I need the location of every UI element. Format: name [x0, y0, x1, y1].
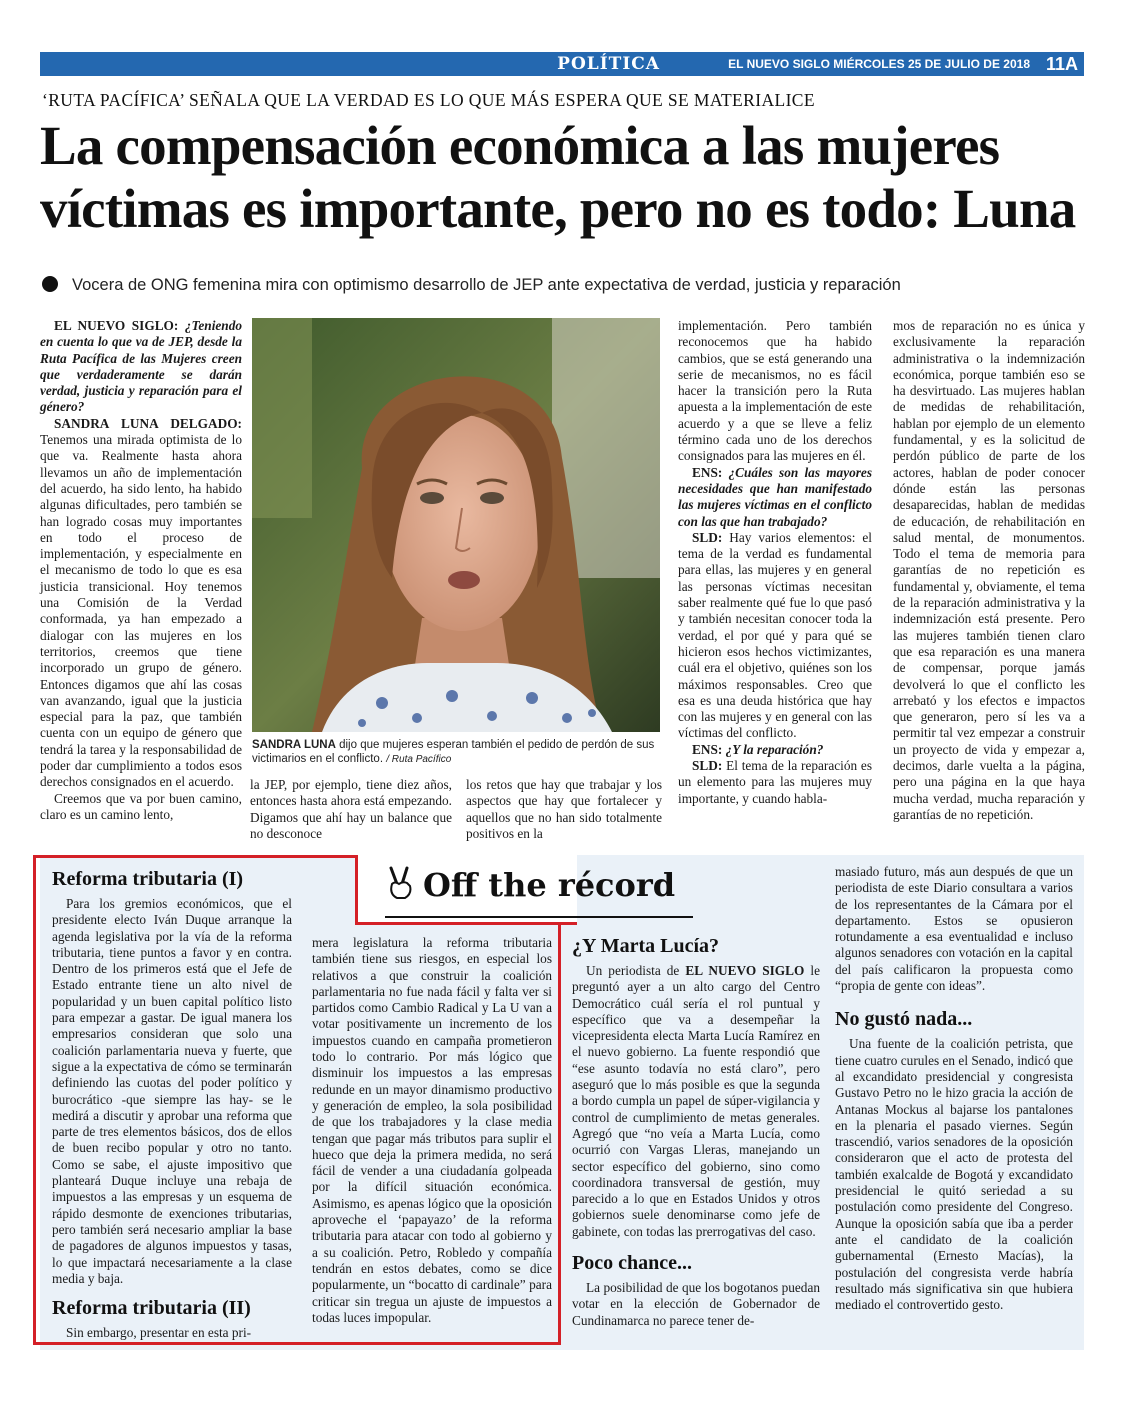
article-column-1 [40, 318, 242, 823]
off-the-record-title-text: Off the récord [423, 866, 676, 904]
item-title: Reforma tributaria (I) [52, 868, 244, 890]
column-text: la JEP, por ejemplo, tiene diez años, entonces hasta ahora está empezando. Digamos que ahí hay un balance que no desconoce [250, 777, 452, 841]
column-text: mos de reparación no es única y exclusivamente la reparación administrativa o la indemnización económica, porque también eso se ha desvirtuado. Las mujeres hablan de medidas de rehabilitación, hablan por ejemplo de un elemento fundamental, y es la solicitud de perdón público de parte de los actores, hablan de poder conocer dónde están las personas desaparecidas, hablan de medidas de educación, de rehabilitación en salud mental, de monumentos. Todo el tema de memoria para garantías de no repetición es fundamental y, obviamente, el tema de la reparación administrativa y la indemnización está presente. Pero las mujeres también tienen claro que esa reparación es una manera de compensar, porque jamás devolverá lo que el conflicto les arrebató y los efectos e impactos que generaron, pero sí les va a permitir tal vez empezar a construir un proyecto de vida y empezar a, decimos, darle vuelta a la página, pero una página en la que haya mucha verdad, mucha reparación y garantías de no repetición. [893, 318, 1085, 822]
column-text: los retos que hay que trabajar y los aspectos que hay que fortalecer y aquellos que no han sido totalmente positivos en la [466, 777, 662, 841]
otr-column-4 [835, 864, 1073, 1313]
item-text-continued: mera legislatura la reforma tributaria también tiene sus riesgos, en especial los relativos a que construir la coalición parlamentaria no fue nada fácil y falta ver si partidos como Cambio Radical y La U van a votar positivamente un incremento de los impuestos cuando en campaña prometieron todo lo contrario. Por más lógico que disminuir los impuestos a las empresas redunde en un mayor dinamismo productivo y generación de empleo, la sola posibilidad de que los trabajadores y la clase media tengan que pagar más tributos para suplir el hueco que deja la primera medida, no será fácil de vender a una ciudadanía golpeada por la difícil situación económica. Asimismo, es apenas lógico que la oposición aproveche el ‘papayazo’ de la reforma tributaria para atacar con todo al gobierno y a su coalición. Petro, Robledo y compañía tendrán en estos debates, como se dice popularmente, un “bocatto di cardinale” para criticar sin tregua un ajuste de impuestos a todas luces impopular. [312, 935, 552, 1325]
caption-text: dijo que mujeres esperan también el pedido de perdón de sus victimarios en el conflicto. [252, 739, 655, 765]
photo-credit: / Ruta Pacífico [386, 754, 452, 765]
question-text: ¿Y la reparación? [725, 741, 824, 757]
section-header-bar [40, 52, 1084, 76]
column-text: implementación. Pero también reconocemos que ha habido cambios, que se está generando una serie de mecanismos, no es fácil hacer la transición pero la Ruta apuesta a la implementación de este acuerdo y a que se lleve a feliz término cada uno de los derechos consignados para las mujeres en él. [678, 318, 872, 464]
item-text-continued: masiado futuro, más aun después de que un periodista de este Diario consultara a varios de los representantes de la Cámara por el departamento. Estos se opusieron rotundamente a esa eventualidad e incluso algunos senadores con votación en la capital del país calificaron la propuesta como “propia de gente con ideas”. [835, 864, 1073, 994]
item-text: Una fuente de la coalición petrista, que tiene cuatro curules en el Senado, indicó que al excandidato presidencial y congresista Gustavo Petro no le hizo gracia la acción de Antanas Mockus al bajarse los pantalones en la plenaria el pasado viernes. Según trascendió, varios senadores de la oposición consideraron que el acto de protesta del también exalcalde de Bogotá y excandidato presidencial le quitó seriedad a su postulación como presidente del Congreso. Aunque la oposición sabía que iba a perder ante el candidato de la coalición gubernamental (Ernesto Macías), la postulación del congresista verde habría resultado más significativa sin que hubiera mediado el controvertido gesto. [835, 1036, 1073, 1313]
article-column-2 [250, 777, 452, 842]
item-text: La posibilidad de que los bogotanos puedan votar en la elección de Gobernador de Cundinamarca no parece tener de- [572, 1280, 820, 1328]
bullet-icon [42, 276, 58, 292]
answer-speaker: SANDRA LUNA DELGADO: [54, 415, 242, 431]
victory-hand-icon [385, 866, 415, 900]
article-headline: La compensación económica a las mujeres víctimas es importante, pero no es todo: Luna [40, 115, 1076, 239]
title-underline [385, 916, 693, 918]
article-column-4 [678, 318, 872, 807]
item-title: Reforma tributaria (II) [52, 1297, 251, 1320]
item-text: le preguntó ayer a un alto cargo del Centro Democrático cuál sería el rol puntual y específico que va a desempeñar la vicepresidenta electa Marta Lucía Ramírez en el nuevo gobierno. La fuente respondió que “ese asunto todavía no está claro”, pero aseguró que lo más posible es que la segunda a bordo cumpla un papel de súper-vigilancia y control de cumplimiento de metas generales. Agregó que “no veía a Marta Lucía, como ocurrió con Vargas Lleras, manejando un sector específico del gobierno, sino como coordinadora transversal de gestión, muy parecido a lo que en Estados Unidos y otros gobiernos suele denominarse como jefe de gabinete, con todas las prerrogativas del caso. [572, 963, 820, 1239]
item-text: Sin embargo, presentar en esta pri- [66, 1325, 252, 1341]
publication-mention: EL NUEVO SIGLO [685, 963, 805, 978]
otr-column-1 [52, 868, 292, 1341]
answer-text-continued: Creemos que va por buen camino, claro es un camino lento, [40, 790, 242, 822]
item-text: Un periodista de [586, 963, 680, 978]
question-speaker: ENS: [692, 741, 723, 757]
question-speaker: ENS: [692, 464, 723, 480]
answer-speaker: SLD: [692, 529, 723, 545]
otr-column-3 [572, 935, 820, 1329]
answer-text: El tema de la reparación es un elemento para las mujeres muy importante, y cuando habla- [678, 758, 873, 806]
issue-date: MIÉRCOLES 25 DE JULIO DE 2018 [833, 57, 1030, 71]
item-title: ¿Y Marta Lucía? [572, 935, 720, 957]
page-number: 11A [1045, 54, 1078, 74]
caption-name: SANDRA LUNA [252, 739, 336, 751]
item-title: Poco chance... [572, 1252, 692, 1275]
article-photo [252, 318, 660, 732]
answer-text: Tenemos una mirada optimista de lo que va. Realmente hasta ahora llevamos un año de implementación del acuerdo, ha sido lento, ha habido algunas dificultades, pero también se han logrado cosas muy importantes en todo el proceso de implementación, y especialmente en el mecanismo de todo lo que es esa justicia transicional. Hoy tenemos una Comisión de la Verdad conformada, ya han empezado a dialogar con las mujeres en los territorios, creemos que tiene incorporado un grupo de género. Entonces digamos que ahí las cosas van avanzando, igual que la justicia especial para la paz, que también cuenta con un equipo de género que tendrá la tarea y la responsabilidad de poder dar cumplimiento a todos esos derechos consignados en el acuerdo. [40, 432, 242, 790]
otr-column-2 [312, 935, 552, 1326]
answer-speaker: SLD: [692, 758, 723, 774]
photo-caption [252, 738, 664, 767]
section-name: POLÍTICA [557, 54, 660, 74]
article-subheadline [42, 276, 901, 295]
article-column-3 [466, 777, 662, 842]
article-column-5 [893, 318, 1085, 823]
question-text: ¿Cuáles son las mayores necesidades que han manifestado las mujeres víctimas en el conflicto con las que han trabajado? [678, 464, 872, 529]
item-text: Para los gremios económicos, que el presidente electo Iván Duque arranque la agenda legislativa por la vía de la reforma tributaria, tiene puntos a favor y en contra. Dentro de los primeros está que el Jefe de Estado entrante tiene un alto nivel de popularidad y un buen capital político listo para empezar a gastar. De igual manera los empresarios consideran que solo una coalición parlamentaria nueva y fuerte, que sigue a la expectativa de cómo se terminarán definiendo las cuotas del poder político y burocrático -que siempre las hay- se le medirá a discutir y aprobar una reforma que parte de tres elementos básicos, dos de ellos de buen recibo popular y otro no tanto. Como se sabe, el ajuste impositivo que planteará Duque incluye una rebaja de impuestos a las empresas y un esquema de rápido desmonte de exenciones tributarias, pero también será necesario ampliar la base de pagadores de algunos impuestos y tasas, lo que impactará necesariamente a la clase media y baja. [52, 896, 292, 1286]
item-title: No gustó nada... [835, 1008, 973, 1031]
answer-text: Hay varios elementos: el tema de la verdad es fundamental para ellas, las mujeres y en general las personas víctimas necesitan saber realmente qué fue lo que pasó y también necesitan conocer toda la verdad, el por qué y para qué se hicieron esos hechos victimizantes, cuál era el objetivo, quiénes son los máximos responsables. Creo que esa es una deuda histórica que hay con las mujeres y en general con las víctimas del conflicto. [678, 529, 872, 741]
question-text: ¿Teniendo en cuenta lo que va de JEP, desde la Ruta Pacífica de las Mujeres creen que verdaderamente se darán verdad, justicia y reparación para el género? [40, 318, 242, 415]
subheadline-text: Vocera de ONG femenina mira con optimismo desarrollo de JEP ante expectativa de verdad, justicia y reparación [72, 276, 901, 294]
article-kicker: ‘RUTA PACÍFICA’ SEÑALA QUE LA VERDAD ES LO QUE MÁS ESPERA QUE SE MATERIALICE [42, 90, 815, 110]
publication-date [728, 52, 1030, 76]
publication-name: EL NUEVO SIGLO [728, 57, 830, 71]
portrait-image [252, 318, 660, 732]
off-the-record-title [385, 866, 675, 904]
question-speaker: EL NUEVO SIGLO: [54, 318, 179, 333]
